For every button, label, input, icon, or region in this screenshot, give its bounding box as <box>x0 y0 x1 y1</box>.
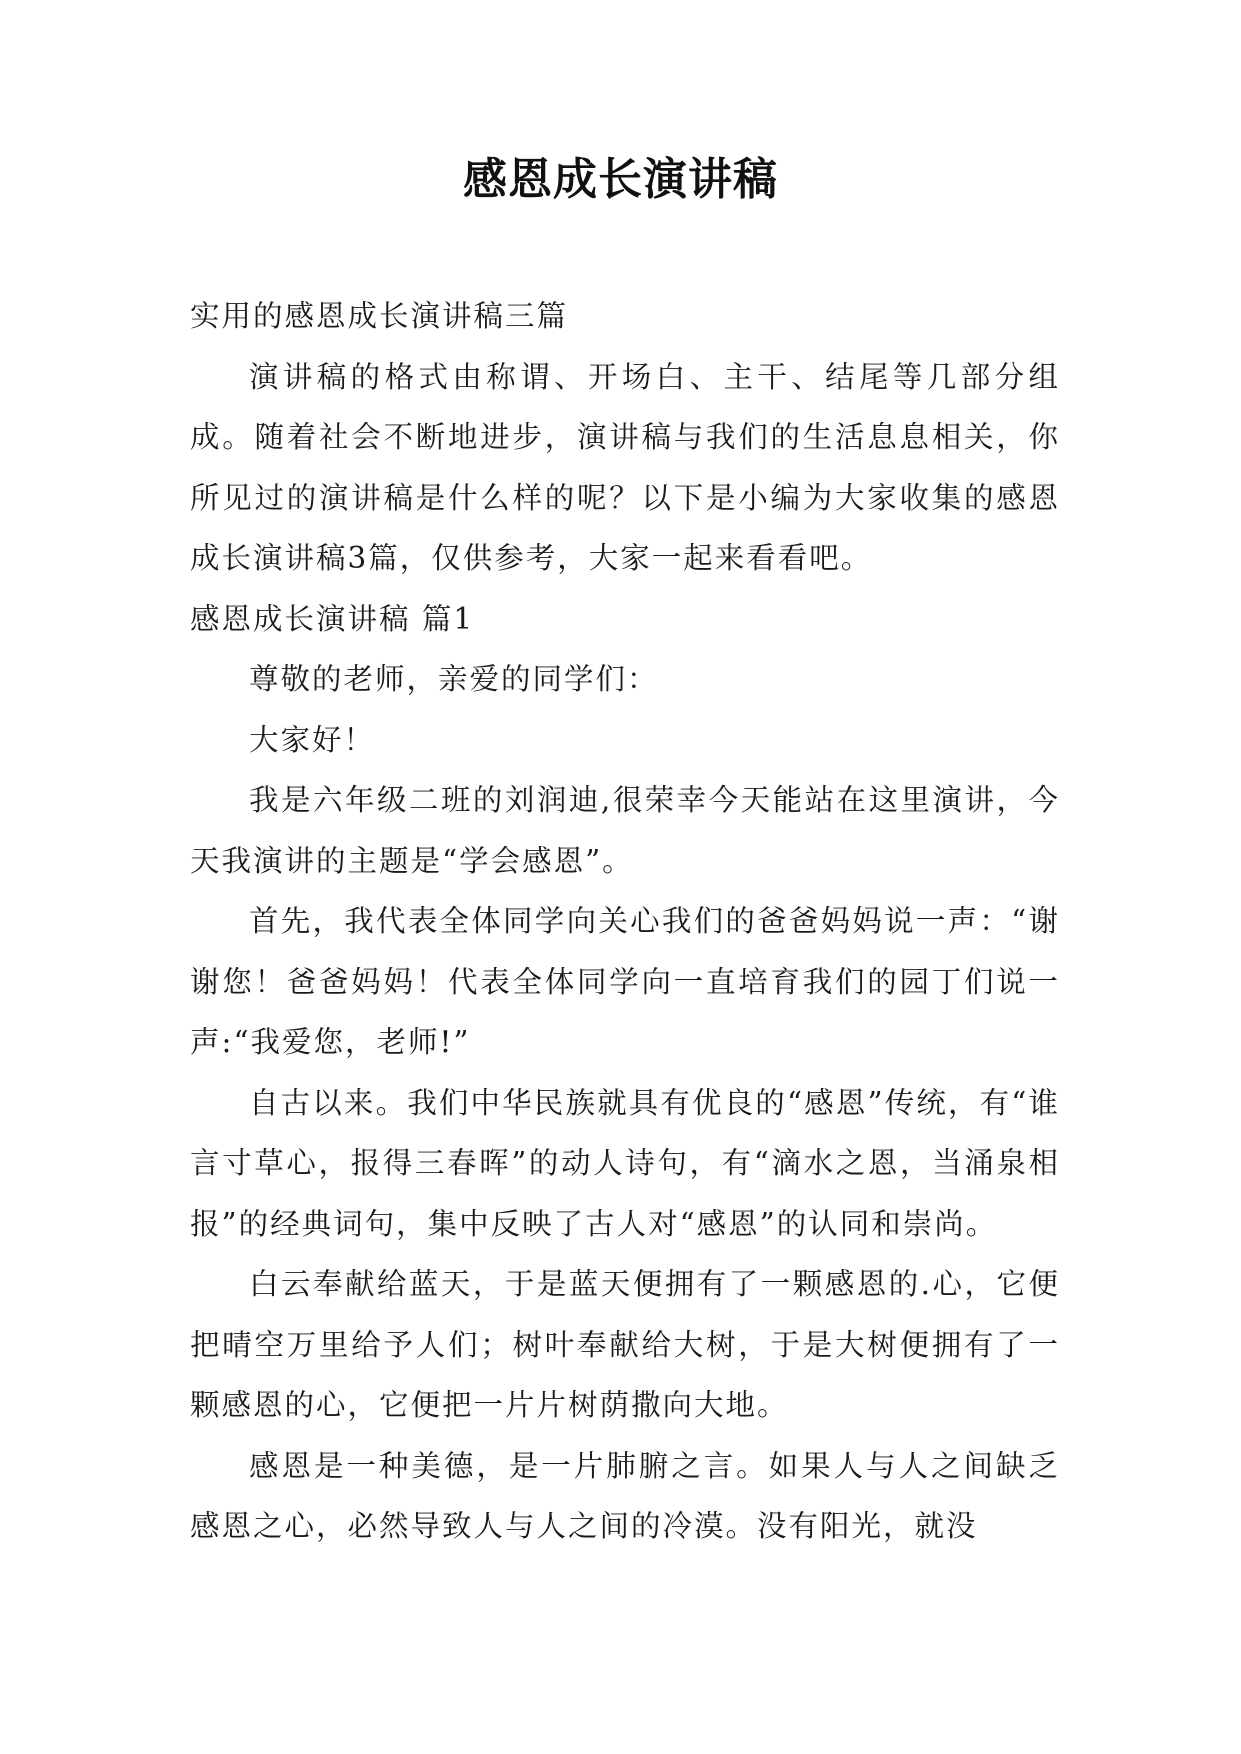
section-heading: 感恩成长演讲稿 篇1 <box>190 601 475 636</box>
subtitle-paragraph: 实用的感恩成长演讲稿三篇 <box>190 299 569 333</box>
body-paragraph: 白云奉献给蓝天，于是蓝天便拥有了一颗感恩的.心，它便把晴空万里给予人们；树叶奉献给大树，于是大树便拥有了一颗感恩的心，它便把一片片树荫撒向大地。 <box>190 1267 1060 1422</box>
document-body <box>190 286 1060 1557</box>
greeting-paragraph: 大家好！ <box>249 722 376 757</box>
document-title: 感恩成长演讲稿 <box>463 154 778 205</box>
body-paragraph: 首先，我代表全体同学向关心我们的爸爸妈妈说一声：“谢谢您！爸爸妈妈！代表全体同学向一直培育我们的园丁们说一声:“我爱您，老师!” <box>190 904 1060 1059</box>
salutation-paragraph: 尊敬的老师，亲爱的同学们： <box>249 662 659 696</box>
body-paragraph: 自古以来。我们中华民族就具有优良的“感恩”传统，有“谁言寸草心，报得三春晖”的动人诗句，有“滴水之恩，当涌泉相报”的经典词句，集中反映了古人对“感恩”的认同和崇尚。 <box>190 1085 1060 1241</box>
body-paragraph: 感恩是一种美德，是一片肺腑之言。如果人与人之间缺乏感恩之心，必然导致人与人之间的冷漠。没有阳光，就没 <box>190 1448 1060 1543</box>
body-paragraph: 我是六年级二班的刘润迪,很荣幸今天能站在这里演讲，今天我演讲的主题是“学会感恩”。 <box>190 783 1060 878</box>
intro-paragraph: 演讲稿的格式由称谓、开场白、主干、结尾等几部分组成。随着社会不断地进步，演讲稿与我们的生活息息相关，你所见过的演讲稿是什么样的呢？以下是小编为大家收集的感恩成长演讲稿3篇，仅供参考，大家一起来看看吧。 <box>190 359 1060 575</box>
